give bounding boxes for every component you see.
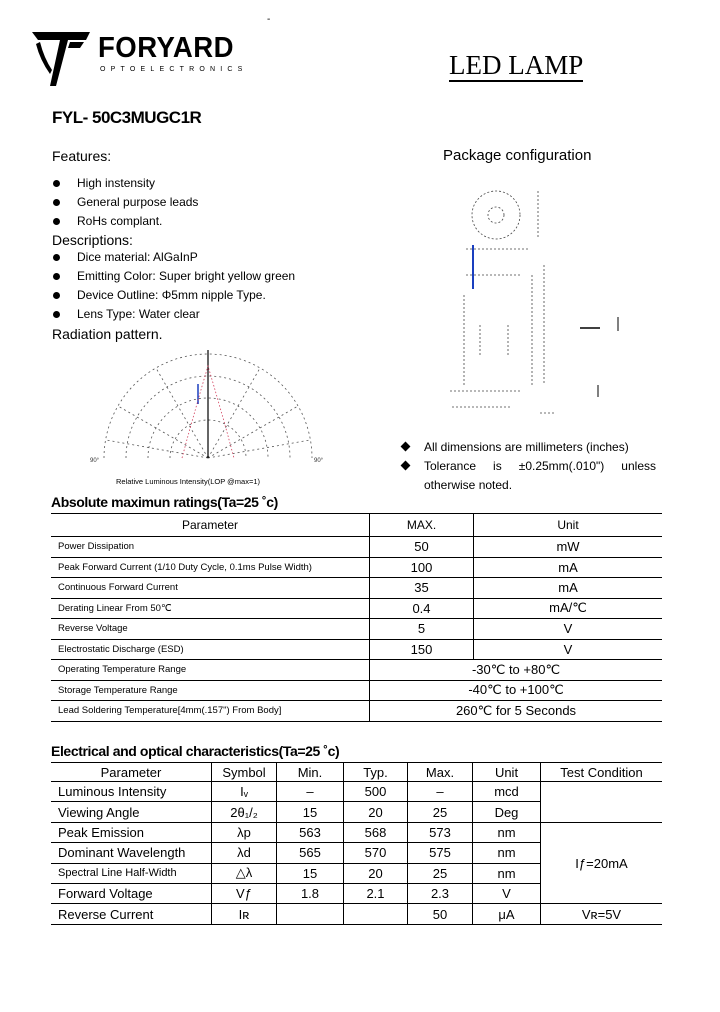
table-cell: Derating Linear From 50℃ <box>51 598 370 619</box>
list-item: Device Outline: Φ5mm nipple Type. <box>51 286 295 305</box>
abs-ratings-table <box>51 513 662 722</box>
table-cell: nm <box>473 863 541 883</box>
table-cell: Spectral Line Half-Width <box>51 863 212 883</box>
table-cell: Reverse Voltage <box>51 619 370 640</box>
table-cell: 20 <box>344 863 408 883</box>
table-cell <box>541 782 663 802</box>
table-cell: Continuous Forward Current <box>51 578 370 599</box>
table-cell: mA/℃ <box>474 598 663 619</box>
table-cell: -40℃ to +100℃ <box>370 680 663 701</box>
table-cell: nm <box>473 822 541 842</box>
table-cell: 20 <box>344 802 408 822</box>
table-row <box>51 822 662 842</box>
part-number: FYL- 50C3MUGC1R <box>52 108 202 127</box>
table-row <box>51 598 662 619</box>
table-cell: 35 <box>370 578 474 599</box>
package-notes <box>400 438 656 495</box>
table-row <box>51 578 662 599</box>
table-cell: μA <box>473 904 541 924</box>
table-cell: – <box>408 782 473 802</box>
table-cell: △λ <box>212 863 277 883</box>
column-header: Unit <box>473 763 541 782</box>
table-cell: V <box>474 619 663 640</box>
table-cell: Forward Voltage <box>51 883 212 903</box>
package-heading: Package configuration <box>443 147 592 164</box>
brand-logo-icon <box>30 30 90 88</box>
table-cell <box>277 904 344 924</box>
table-cell: 2.1 <box>344 883 408 903</box>
table-row <box>51 701 662 722</box>
list-item: General purpose leads <box>51 193 198 212</box>
table-cell: 15 <box>277 863 344 883</box>
table-row <box>51 802 662 822</box>
table-cell: Luminous Intensity <box>51 782 212 802</box>
column-header: Test Condition <box>541 763 663 782</box>
table-cell: 563 <box>277 822 344 842</box>
table-cell: 100 <box>370 557 474 578</box>
column-header: Typ. <box>344 763 408 782</box>
list-item: Lens Type: Water clear <box>51 305 295 324</box>
table-cell: 150 <box>370 639 474 660</box>
table-cell: Viewing Angle <box>51 802 212 822</box>
table-cell: Storage Temperature Range <box>51 680 370 701</box>
table-cell: 25 <box>408 802 473 822</box>
table-cell: 25 <box>408 863 473 883</box>
radiation-caption: Relative Luminous Intensity(LOP @max=1) <box>116 477 260 486</box>
table-cell: Power Dissipation <box>51 537 370 558</box>
table-row <box>51 660 662 681</box>
column-header: Parameter <box>51 514 370 537</box>
table-cell: 0.4 <box>370 598 474 619</box>
column-header: MAX. <box>370 514 474 537</box>
brand-name: FORYARD <box>98 32 234 64</box>
table-cell: Vƒ <box>212 883 277 903</box>
table-cell: 1.8 <box>277 883 344 903</box>
table-cell: λd <box>212 843 277 863</box>
table-row <box>51 782 662 802</box>
list-item: All dimensions are millimeters (inches) <box>400 438 656 457</box>
test-condition-cell: Iƒ=20mA <box>541 822 663 904</box>
column-header: Symbol <box>212 763 277 782</box>
list-item: High instensity <box>51 174 198 193</box>
table-cell: mA <box>474 578 663 599</box>
table-cell: nm <box>473 843 541 863</box>
radiation-heading: Radiation pattern. <box>52 326 163 342</box>
table-cell: 50 <box>408 904 473 924</box>
table-row <box>51 557 662 578</box>
table-cell: 500 <box>344 782 408 802</box>
table-cell: Operating Temperature Range <box>51 660 370 681</box>
table-row <box>51 619 662 640</box>
eo-title: Electrical and optical characteristics(Ta=25 ˚c) <box>51 743 340 759</box>
table-cell: Peak Emission <box>51 822 212 842</box>
table-cell: V <box>474 639 663 660</box>
table-cell: V <box>473 883 541 903</box>
table-cell: 570 <box>344 843 408 863</box>
table-cell: -30℃ to +80℃ <box>370 660 663 681</box>
table-cell: 50 <box>370 537 474 558</box>
table-cell: 15 <box>277 802 344 822</box>
table-cell: Dominant Wavelength <box>51 843 212 863</box>
column-header: Max. <box>408 763 473 782</box>
table-cell: Peak Forward Current (1/10 Duty Cycle, 0.1ms Pulse Width) <box>51 557 370 578</box>
header-dash: - <box>267 14 271 25</box>
table-cell: 2.3 <box>408 883 473 903</box>
table-cell: Iᵥ <box>212 782 277 802</box>
table-cell: λp <box>212 822 277 842</box>
list-item: RoHs complant. <box>51 212 198 231</box>
list-item: Tolerance is ±0.25mm(.010") unless otherwise noted. <box>400 457 656 495</box>
table-row <box>51 904 662 924</box>
table-header-row <box>51 763 662 782</box>
eo-table <box>51 762 662 925</box>
table-cell: Lead Soldering Temperature[4mm(.157") From Body] <box>51 701 370 722</box>
table-cell: mcd <box>473 782 541 802</box>
table-row <box>51 639 662 660</box>
descriptions-heading: Descriptions: <box>52 232 133 248</box>
features-list <box>51 174 198 231</box>
svg-text:90°: 90° <box>314 458 324 464</box>
list-item: Dice material: AlGaInP <box>51 248 295 267</box>
table-cell: 5 <box>370 619 474 640</box>
package-diagram <box>440 185 620 425</box>
table-cell: 2θ₁/₂ <box>212 802 277 822</box>
test-condition-cell: Vʀ=5V <box>541 904 663 924</box>
radiation-pattern-diagram <box>86 346 330 466</box>
table-cell: 565 <box>277 843 344 863</box>
table-header-row <box>51 514 662 537</box>
brand-subtitle: OPTOELECTRONICS <box>100 66 248 73</box>
column-header: Parameter <box>51 763 212 782</box>
list-item: Emitting Color: Super bright yellow green <box>51 267 295 286</box>
features-heading: Features: <box>52 148 112 164</box>
table-cell: 260℃ for 5 Seconds <box>370 701 663 722</box>
table-cell: Deg <box>473 802 541 822</box>
table-cell <box>344 904 408 924</box>
table-row <box>51 537 662 558</box>
table-cell: 573 <box>408 822 473 842</box>
table-row <box>51 680 662 701</box>
descriptions-list <box>51 248 295 324</box>
column-header: Unit <box>474 514 663 537</box>
abs-ratings-title: Absolute maximun ratings(Ta=25 ˚c) <box>51 494 278 510</box>
table-cell: Electrostatic Discharge (ESD) <box>51 639 370 660</box>
table-cell: Iʀ <box>212 904 277 924</box>
svg-text:90°: 90° <box>90 458 100 464</box>
column-header: Min. <box>277 763 344 782</box>
table-cell: – <box>277 782 344 802</box>
table-cell: 568 <box>344 822 408 842</box>
table-cell: mW <box>474 537 663 558</box>
table-cell: Reverse Current <box>51 904 212 924</box>
table-cell: mA <box>474 557 663 578</box>
table-cell <box>541 802 663 822</box>
table-cell: 575 <box>408 843 473 863</box>
document-title: LED LAMP <box>449 50 584 80</box>
